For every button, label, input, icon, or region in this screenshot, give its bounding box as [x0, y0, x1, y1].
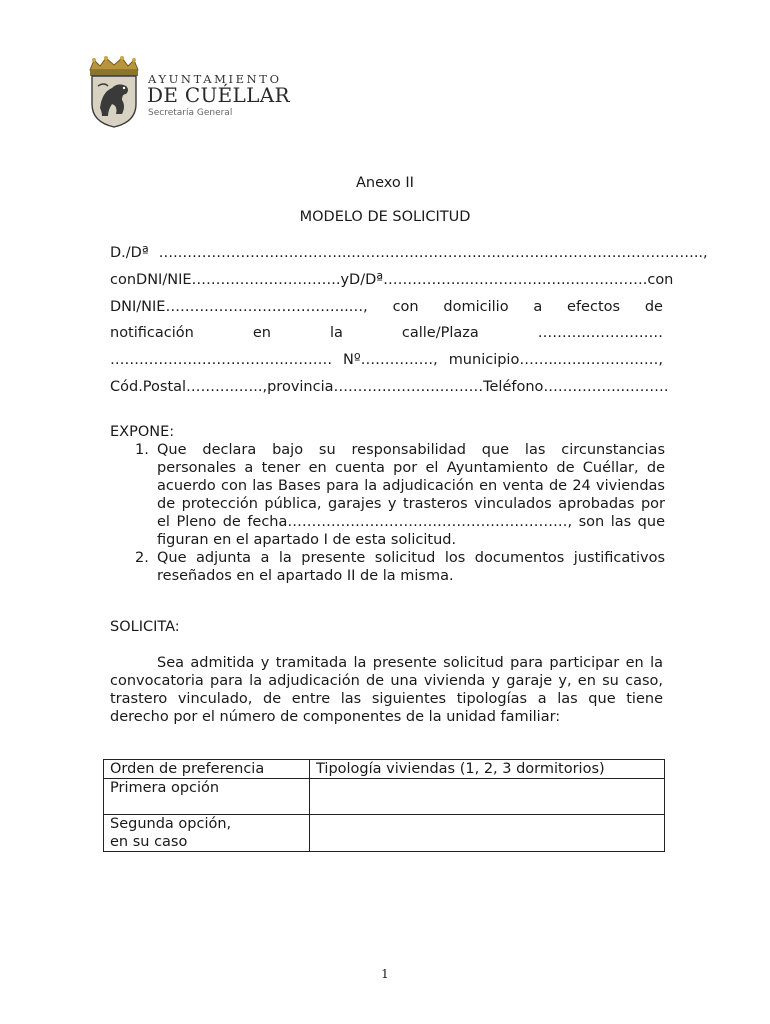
table-cell-line: en su caso — [110, 834, 188, 850]
form-text: Nº……………, — [343, 352, 438, 368]
form-line-dni — [110, 271, 674, 289]
preference-table — [103, 759, 665, 852]
form-text: en — [252, 325, 271, 341]
form-fill-dots: …..……………………………..…………………………..………………………………….., — [158, 245, 708, 261]
form-text: municipio……...…..……………, — [448, 352, 663, 368]
form-line-calle — [110, 324, 663, 342]
form-text: D/Dª……………...…………….…..…………….con — [349, 272, 674, 288]
form-line-domicilio — [110, 298, 663, 316]
list-text: Que adjunta a la presente solicitud los documentos justificativos reseñados en el apartado II de la misma. — [157, 550, 665, 584]
document-subtitle: MODELO DE SOLICITUD — [299, 209, 471, 225]
list-number: 2. — [135, 550, 149, 566]
form-text: domicilio — [443, 299, 509, 315]
table-row — [104, 815, 665, 852]
list-number: 1. — [135, 442, 149, 458]
table-header-cell: Tipología viviendas (1, 2, 3 dormitorios) — [310, 760, 665, 779]
table-cell-input[interactable] — [310, 779, 665, 815]
list-item — [135, 549, 665, 585]
coat-of-arms-icon — [86, 56, 142, 128]
form-text: D./Dª — [110, 245, 149, 261]
table-header-row — [104, 760, 665, 779]
form-text: notificación — [110, 325, 194, 341]
table-cell-input[interactable] — [310, 815, 665, 852]
form-text: ………..…………… — [537, 325, 663, 341]
solicita-heading: SOLICITA: — [110, 619, 180, 635]
form-text: la — [329, 325, 343, 341]
form-line-name — [110, 244, 708, 262]
list-item — [135, 441, 665, 549]
table-header-cell: Orden de preferencia — [104, 760, 310, 779]
form-text: de — [644, 299, 663, 315]
form-text: efectos — [567, 299, 621, 315]
table-cell: Primera opción — [104, 779, 310, 815]
expone-heading: EXPONE: — [110, 424, 175, 440]
table-cell-line: Segunda opción, — [110, 816, 232, 832]
org-department: Secretaría General — [148, 108, 233, 118]
list-text: Que declara bajo su responsabilidad que las circunstancias personales a tener en cuenta por el Ayuntamiento de Cuéllar, de acuerdo con las Bases para la adjudicación en venta de 24 viviendas de protección pública, garajes y trasteros vinculados aprobadas por el Pleno de fecha………………………….………………………, son las que figuran en el apartado I de esta solicitud. — [157, 442, 665, 548]
form-text: con — [392, 299, 419, 315]
table-cell — [104, 815, 310, 852]
form-text: DNI/NIE………………………………..…, — [110, 299, 368, 315]
table-row — [104, 779, 665, 815]
form-text: DNI/NIE……….…….…………..y — [136, 272, 350, 288]
form-line-numero — [110, 351, 663, 369]
expone-list — [135, 441, 665, 585]
form-line-postal — [110, 378, 669, 396]
solicita-paragraph: Sea admitida y tramitada la presente solicitud para participar en la convocatoria para la adjudicación de una vivienda y garaje y, en su caso, trastero vinculado, de entre las siguientes tipologías a las que tiene derecho por el número de componentes de la unidad familiar: — [110, 655, 663, 725]
document-title: Anexo II — [356, 175, 414, 191]
form-text: a — [533, 299, 543, 315]
org-name-line1: AYUNTAMIENTO — [148, 72, 282, 86]
page-number: 1 — [381, 967, 389, 981]
form-text: ……………………………….……… — [110, 352, 333, 368]
form-text: Cód.Postal………..…..,provincia………………….………Teléfono……………..……… — [110, 379, 669, 395]
form-text: calle/Plaza — [401, 325, 479, 341]
org-name-line2: DE CUÉLLAR — [147, 83, 290, 107]
form-text: con — [110, 272, 137, 288]
